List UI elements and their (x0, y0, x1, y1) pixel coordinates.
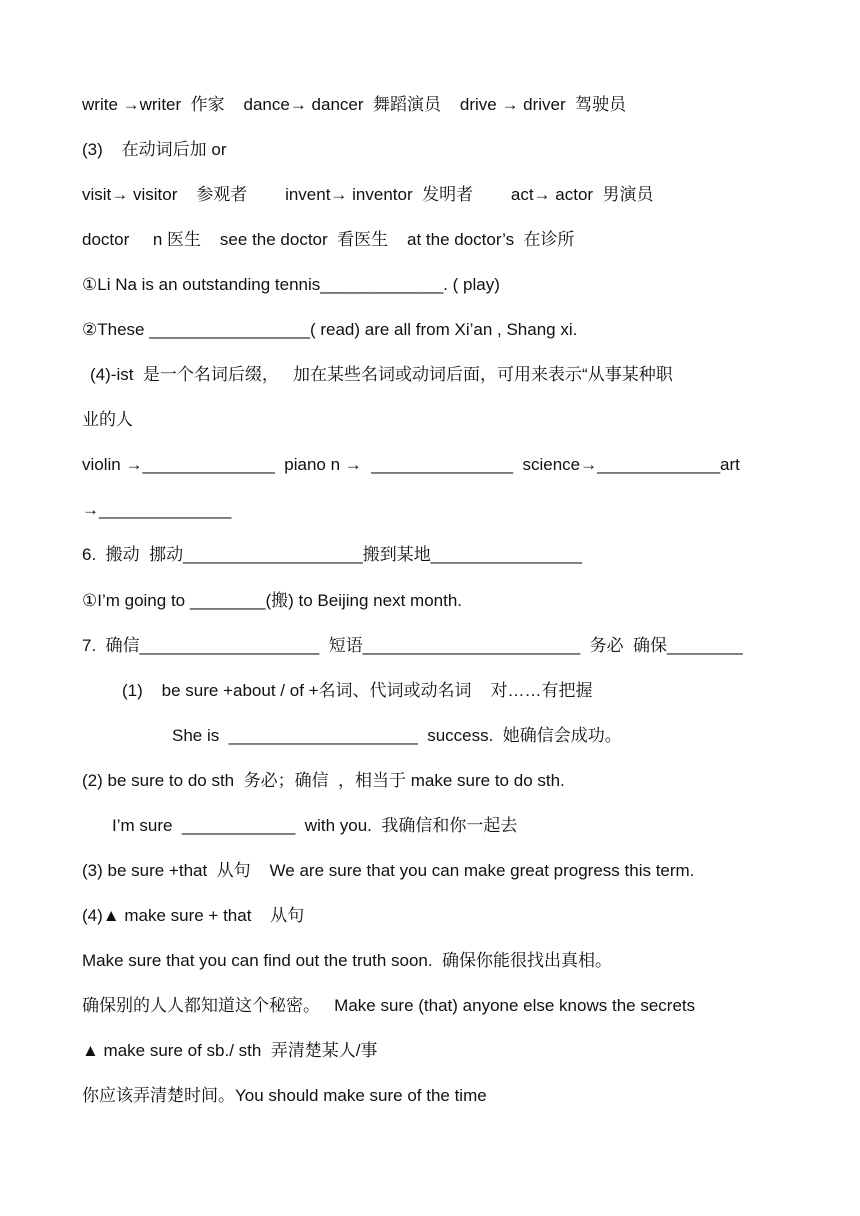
line-12: ①I’m going to ________(搬) to Beijing next month. (82, 591, 463, 610)
line-5: ①Li Na is an outstanding tennis_____________. ( play) (82, 275, 500, 294)
line-9: violin →______________ piano n → _______________ science→_____________art (82, 455, 740, 474)
line-21: 确保别的人人都知道这个秘密。 Make sure (that) anyone else knows the secrets (82, 996, 696, 1015)
line-2: (3) 在动词后加 or (82, 140, 227, 159)
line-3: visit→ visitor 参观者 invent→ inventor 发明者 act→ actor 男演员 (82, 185, 654, 204)
line-7: (4)-ist 是一个名词后缀， 加在某些名词或动词后面，可用来表示“从事某种职 (90, 365, 673, 384)
line-13: 7. 确信___________________ 短语_______________________ 务必 确保________ (82, 636, 743, 655)
line-15: She is ____________________ success. 她确信会成功。 (172, 726, 622, 745)
line-1: write →writer 作家 dance→ dancer 舞蹈演员 drive → driver 驾驶员 (82, 95, 627, 114)
line-6: ②These _________________( read) are all from Xi’an , Shang xi. (82, 320, 578, 339)
line-10: →______________ (82, 500, 232, 519)
line-8: 业的人 (82, 410, 133, 429)
line-16: (2) be sure to do sth 务必；确信 ，相当于 make sure to do sth. (82, 771, 565, 790)
line-20: Make sure that you can find out the truth soon. 确保你能很找出真相。 (82, 951, 613, 970)
line-17: I’m sure ____________ with you. 我确信和你一起去 (112, 816, 518, 835)
line-23: 你应该弄清楚时间。You should make sure of the time (82, 1086, 487, 1105)
line-19: (4)▲ make sure + that 从句 (82, 906, 305, 925)
line-11: 6. 搬动 挪动___________________搬到某地________________ (82, 545, 582, 564)
line-22: ▲ make sure of sb./ sth 弄清楚某人/事 (82, 1041, 378, 1060)
line-4: doctor n 医生 see the doctor 看医生 at the doctor’s 在诊所 (82, 230, 575, 249)
line-18: (3) be sure +that 从句 We are sure that you can make great progress this term. (82, 861, 695, 880)
line-14: (1) be sure +about / of +名词、代词或动名词 对……有把握 (122, 681, 593, 700)
